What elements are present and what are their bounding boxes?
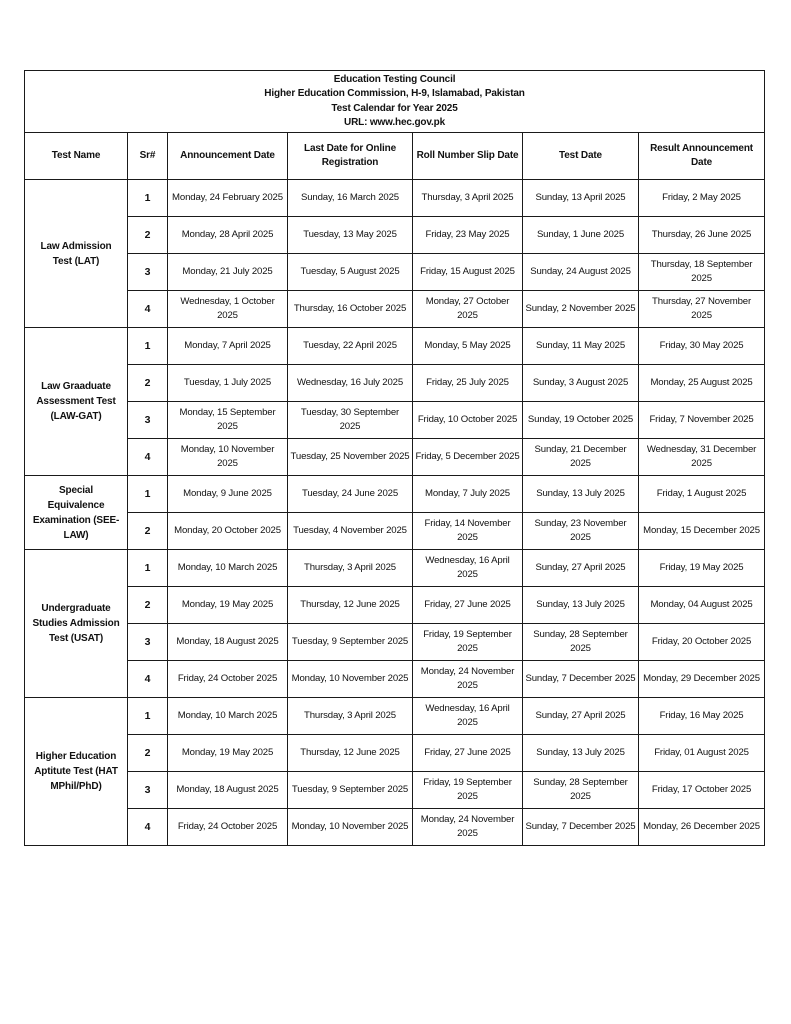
test-name-cell: Law Admission Test (LAT) — [25, 180, 128, 328]
result-date-cell: Thursday, 27 November 2025 — [639, 291, 765, 328]
result-date-cell: Monday, 26 December 2025 — [639, 809, 765, 846]
result-date-cell: Friday, 01 August 2025 — [639, 735, 765, 772]
org-name: Education Testing Council — [333, 73, 456, 85]
test-date-cell: Sunday, 13 April 2025 — [523, 180, 639, 217]
roll-slip-date-cell: Monday, 24 November 2025 — [413, 809, 523, 846]
registration-date-cell: Tuesday, 9 September 2025 — [288, 624, 413, 661]
serial-number-cell: 3 — [128, 624, 168, 661]
announcement-date-cell: Monday, 20 October 2025 — [168, 513, 288, 550]
announcement-date-cell: Monday, 24 February 2025 — [168, 180, 288, 217]
test-date-cell: Sunday, 7 December 2025 — [523, 661, 639, 698]
website-url: URL: www.hec.gov.pk — [344, 117, 446, 128]
table-row — [25, 513, 765, 550]
announcement-date-cell: Monday, 21 July 2025 — [168, 254, 288, 291]
announcement-date-cell: Monday, 19 May 2025 — [168, 735, 288, 772]
serial-number-cell: 2 — [128, 217, 168, 254]
roll-slip-date-cell: Monday, 5 May 2025 — [413, 328, 523, 365]
calendar-body — [25, 180, 765, 846]
test-name-cell: Law Graaduate Assessment Test (LAW-GAT) — [25, 328, 128, 476]
result-date-cell: Monday, 25 August 2025 — [639, 365, 765, 402]
roll-slip-date-cell: Friday, 27 June 2025 — [413, 587, 523, 624]
result-date-cell: Friday, 2 May 2025 — [639, 180, 765, 217]
test-name-cell: Higher Education Aptitute Test (HAT MPhil/PhD) — [25, 698, 128, 846]
registration-date-cell: Tuesday, 30 September 2025 — [288, 402, 413, 439]
announcement-date-cell: Monday, 9 June 2025 — [168, 476, 288, 513]
test-date-cell: Sunday, 13 July 2025 — [523, 476, 639, 513]
table-row — [25, 476, 765, 513]
test-name-cell: Undergraduate Studies Admission Test (USAT) — [25, 550, 128, 698]
title-row — [25, 71, 765, 133]
roll-slip-date-cell: Friday, 5 December 2025 — [413, 439, 523, 476]
registration-date-cell: Tuesday, 22 April 2025 — [288, 328, 413, 365]
result-date-cell: Monday, 29 December 2025 — [639, 661, 765, 698]
serial-number-cell: 1 — [128, 698, 168, 735]
serial-number-cell: 1 — [128, 180, 168, 217]
document-header — [25, 71, 765, 133]
col-header-result-date: Result Announcement Date — [639, 133, 765, 180]
col-header-roll-slip-date: Roll Number Slip Date — [413, 133, 523, 180]
test-date-cell: Sunday, 24 August 2025 — [523, 254, 639, 291]
announcement-date-cell: Monday, 15 September 2025 — [168, 402, 288, 439]
serial-number-cell: 2 — [128, 365, 168, 402]
roll-slip-date-cell: Friday, 25 July 2025 — [413, 365, 523, 402]
roll-slip-date-cell: Friday, 19 September 2025 — [413, 624, 523, 661]
registration-date-cell: Monday, 10 November 2025 — [288, 661, 413, 698]
announcement-date-cell: Monday, 19 May 2025 — [168, 587, 288, 624]
col-header-test-name: Test Name — [25, 133, 128, 180]
registration-date-cell: Tuesday, 4 November 2025 — [288, 513, 413, 550]
registration-date-cell: Thursday, 3 April 2025 — [288, 550, 413, 587]
table-row — [25, 365, 765, 402]
serial-number-cell: 4 — [128, 439, 168, 476]
announcement-date-cell: Friday, 24 October 2025 — [168, 809, 288, 846]
serial-number-cell: 4 — [128, 661, 168, 698]
table-row — [25, 550, 765, 587]
result-date-cell: Friday, 17 October 2025 — [639, 772, 765, 809]
table-row — [25, 772, 765, 809]
test-calendar-table — [24, 70, 765, 846]
registration-date-cell: Thursday, 12 June 2025 — [288, 587, 413, 624]
announcement-date-cell: Monday, 7 April 2025 — [168, 328, 288, 365]
roll-slip-date-cell: Friday, 10 October 2025 — [413, 402, 523, 439]
registration-date-cell: Tuesday, 25 November 2025 — [288, 439, 413, 476]
table-row — [25, 254, 765, 291]
table-row — [25, 809, 765, 846]
test-date-cell: Sunday, 28 September 2025 — [523, 772, 639, 809]
result-date-cell: Monday, 15 December 2025 — [639, 513, 765, 550]
col-header-sr: Sr# — [128, 133, 168, 180]
announcement-date-cell: Monday, 10 March 2025 — [168, 550, 288, 587]
announcement-date-cell: Monday, 10 March 2025 — [168, 698, 288, 735]
test-date-cell: Sunday, 19 October 2025 — [523, 402, 639, 439]
test-date-cell: Sunday, 21 December 2025 — [523, 439, 639, 476]
roll-slip-date-cell: Monday, 27 October 2025 — [413, 291, 523, 328]
roll-slip-date-cell: Monday, 24 November 2025 — [413, 661, 523, 698]
registration-date-cell: Sunday, 16 March 2025 — [288, 180, 413, 217]
col-header-test-date: Test Date — [523, 133, 639, 180]
col-header-registration-date: Last Date for Online Registration — [288, 133, 413, 180]
result-date-cell: Monday, 04 August 2025 — [639, 587, 765, 624]
announcement-date-cell: Monday, 18 August 2025 — [168, 772, 288, 809]
table-row — [25, 624, 765, 661]
result-date-cell: Thursday, 26 June 2025 — [639, 217, 765, 254]
table-row — [25, 698, 765, 735]
serial-number-cell: 3 — [128, 254, 168, 291]
roll-slip-date-cell: Friday, 19 September 2025 — [413, 772, 523, 809]
test-date-cell: Sunday, 13 July 2025 — [523, 587, 639, 624]
serial-number-cell: 4 — [128, 291, 168, 328]
serial-number-cell: 2 — [128, 735, 168, 772]
table-row — [25, 180, 765, 217]
serial-number-cell: 1 — [128, 328, 168, 365]
test-date-cell: Sunday, 27 April 2025 — [523, 550, 639, 587]
table-row — [25, 735, 765, 772]
roll-slip-date-cell: Wednesday, 16 April 2025 — [413, 698, 523, 735]
announcement-date-cell: Wednesday, 1 October 2025 — [168, 291, 288, 328]
result-date-cell: Friday, 1 August 2025 — [639, 476, 765, 513]
table-row — [25, 402, 765, 439]
announcement-date-cell: Friday, 24 October 2025 — [168, 661, 288, 698]
serial-number-cell: 2 — [128, 513, 168, 550]
result-date-cell: Friday, 7 November 2025 — [639, 402, 765, 439]
serial-number-cell: 1 — [128, 476, 168, 513]
column-header-row — [25, 133, 765, 180]
test-date-cell: Sunday, 28 September 2025 — [523, 624, 639, 661]
serial-number-cell: 2 — [128, 587, 168, 624]
test-date-cell: Sunday, 7 December 2025 — [523, 809, 639, 846]
test-date-cell: Sunday, 3 August 2025 — [523, 365, 639, 402]
calendar-title: Test Calendar for Year 2025 — [331, 102, 458, 114]
roll-slip-date-cell: Thursday, 3 April 2025 — [413, 180, 523, 217]
result-date-cell: Friday, 30 May 2025 — [639, 328, 765, 365]
serial-number-cell: 3 — [128, 402, 168, 439]
table-row — [25, 328, 765, 365]
result-date-cell: Friday, 19 May 2025 — [639, 550, 765, 587]
serial-number-cell: 4 — [128, 809, 168, 846]
result-date-cell: Thursday, 18 September 2025 — [639, 254, 765, 291]
announcement-date-cell: Tuesday, 1 July 2025 — [168, 365, 288, 402]
serial-number-cell: 3 — [128, 772, 168, 809]
test-name-cell: Special Equivalence Examination (SEE-LAW) — [25, 476, 128, 550]
roll-slip-date-cell: Monday, 7 July 2025 — [413, 476, 523, 513]
test-date-cell: Sunday, 1 June 2025 — [523, 217, 639, 254]
registration-date-cell: Tuesday, 24 June 2025 — [288, 476, 413, 513]
table-row — [25, 291, 765, 328]
test-date-cell: Sunday, 13 July 2025 — [523, 735, 639, 772]
registration-date-cell: Thursday, 16 October 2025 — [288, 291, 413, 328]
roll-slip-date-cell: Friday, 14 November 2025 — [413, 513, 523, 550]
result-date-cell: Friday, 16 May 2025 — [639, 698, 765, 735]
test-date-cell: Sunday, 27 April 2025 — [523, 698, 639, 735]
roll-slip-date-cell: Friday, 23 May 2025 — [413, 217, 523, 254]
roll-slip-date-cell: Wednesday, 16 April 2025 — [413, 550, 523, 587]
announcement-date-cell: Monday, 28 April 2025 — [168, 217, 288, 254]
registration-date-cell: Thursday, 3 April 2025 — [288, 698, 413, 735]
registration-date-cell: Monday, 10 November 2025 — [288, 809, 413, 846]
roll-slip-date-cell: Friday, 15 August 2025 — [413, 254, 523, 291]
registration-date-cell: Tuesday, 9 September 2025 — [288, 772, 413, 809]
test-date-cell: Sunday, 2 November 2025 — [523, 291, 639, 328]
registration-date-cell: Tuesday, 5 August 2025 — [288, 254, 413, 291]
table-row — [25, 587, 765, 624]
org-address: Higher Education Commission, H-9, Islamabad, Pakistan — [264, 88, 525, 99]
table-row — [25, 439, 765, 476]
registration-date-cell: Wednesday, 16 July 2025 — [288, 365, 413, 402]
registration-date-cell: Thursday, 12 June 2025 — [288, 735, 413, 772]
registration-date-cell: Tuesday, 13 May 2025 — [288, 217, 413, 254]
result-date-cell: Friday, 20 October 2025 — [639, 624, 765, 661]
announcement-date-cell: Monday, 10 November 2025 — [168, 439, 288, 476]
test-date-cell: Sunday, 23 November 2025 — [523, 513, 639, 550]
roll-slip-date-cell: Friday, 27 June 2025 — [413, 735, 523, 772]
col-header-announcement-date: Announcement Date — [168, 133, 288, 180]
result-date-cell: Wednesday, 31 December 2025 — [639, 439, 765, 476]
announcement-date-cell: Monday, 18 August 2025 — [168, 624, 288, 661]
test-date-cell: Sunday, 11 May 2025 — [523, 328, 639, 365]
table-row — [25, 217, 765, 254]
table-row — [25, 661, 765, 698]
serial-number-cell: 1 — [128, 550, 168, 587]
